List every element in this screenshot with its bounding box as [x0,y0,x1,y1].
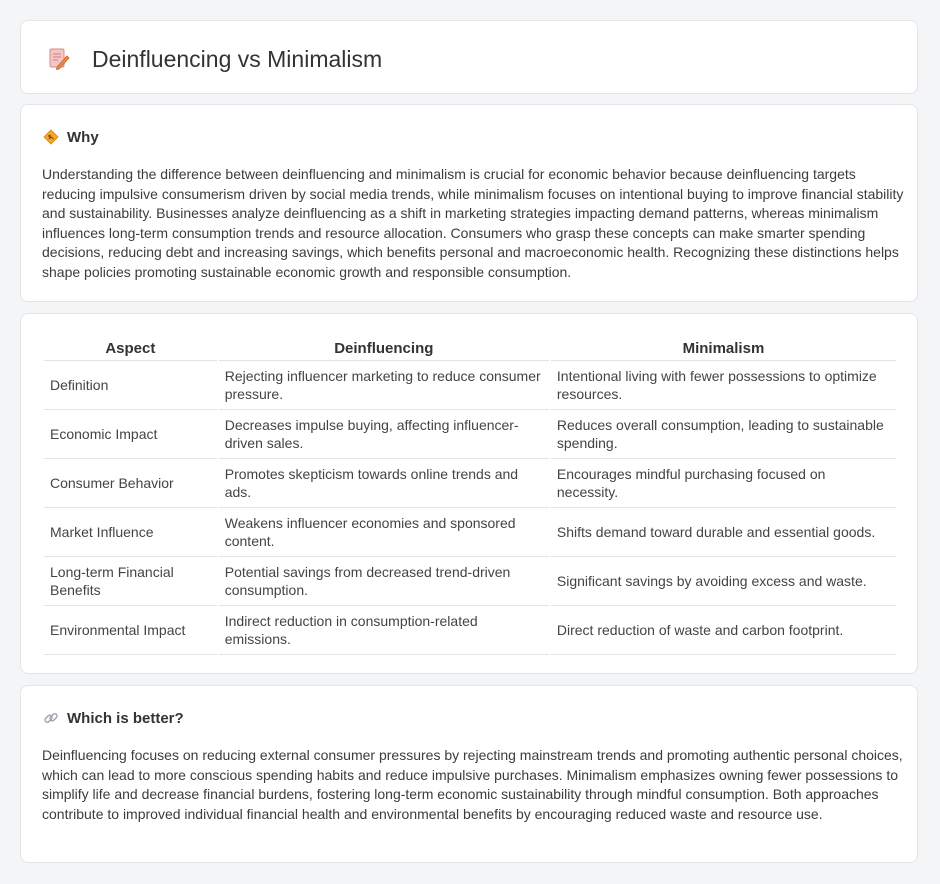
better-heading: Which is better? [67,709,184,727]
table-row [44,361,896,410]
table-row [44,606,896,655]
deinfluencing-cell: Indirect reduction in consumption-related emissions. [219,606,549,655]
which-better-section [20,685,918,863]
deinfluencing-cell: Potential savings from decreased trend-driven consumption. [219,557,549,606]
title-card [20,20,918,94]
diamond-sign-icon [43,129,59,145]
minimalism-cell: Shifts demand toward durable and essential goods. [551,508,896,557]
link-icon [43,710,59,726]
aspect-cell: Market Influence [44,508,217,557]
minimalism-cell: Direct reduction of waste and carbon footprint. [551,606,896,655]
minimalism-cell: Encourages mindful purchasing focused on necessity. [551,459,896,508]
why-section [20,104,918,302]
why-heading-row [43,127,99,147]
document-pencil-icon [48,47,70,71]
aspect-cell: Long-term Financial Benefits [44,557,217,606]
deinfluencing-cell: Weakens influencer economies and sponsored content. [219,508,549,557]
minimalism-cell: Intentional living with fewer possessions to optimize resources. [551,361,896,410]
aspect-cell: Environmental Impact [44,606,217,655]
deinfluencing-cell: Rejecting influencer marketing to reduce consumer pressure. [219,361,549,410]
deinfluencing-cell: Promotes skepticism towards online trends and ads. [219,459,549,508]
table-header-row [44,334,896,361]
comparison-section [20,313,918,674]
why-text: Understanding the difference between deinfluencing and minimalism is crucial for economic behavior because deinfluencing targets reducing impulsive consumerism driven by social media trends, while minimalism focuses on intentional buying to improve financial stability and sustainability. Businesses analyze deinfluencing as a shift in marketing strategies impacting demand patterns, whereas minimalism influences long-term consumption trends and resource allocation. Consumers who grasp these concepts can make smarter spending decisions, reducing debt and increasing savings, which benefits personal and macroeconomic health. Recognizing these distinctions helps shape policies promoting sustainable economic growth and responsible consumption. [42,166,904,280]
table-row [44,557,896,606]
aspect-cell: Economic Impact [44,410,217,459]
column-header-minimalism: Minimalism [551,334,896,361]
minimalism-cell: Reduces overall consumption, leading to sustainable spending. [551,410,896,459]
table-row [44,410,896,459]
page-title: Deinfluencing vs Minimalism [92,46,383,72]
better-heading-row [43,708,184,728]
column-header-aspect: Aspect [44,334,217,361]
aspect-cell: Consumer Behavior [44,459,217,508]
table-row [44,459,896,508]
minimalism-cell: Significant savings by avoiding excess and waste. [551,557,896,606]
table-row [44,508,896,557]
aspect-cell: Definition [44,361,217,410]
deinfluencing-cell: Decreases impulse buying, affecting influencer-driven sales. [219,410,549,459]
column-header-deinfluencing: Deinfluencing [219,334,549,361]
comparison-table [42,334,898,655]
why-heading: Why [67,128,99,146]
better-text: Deinfluencing focuses on reducing external consumer pressures by rejecting mainstream trends and promoting authentic personal choices, which can lead to more conscious spending habits and reduce impulsive purchases. Minimalism emphasizes owning fewer possessions to simplify life and decrease financial burdens, fostering long-term economic sustainability through mindful consumption. Both approaches contribute to improved individual financial health and environmental benefits by encouraging reduced waste and resource use. [42,747,903,822]
